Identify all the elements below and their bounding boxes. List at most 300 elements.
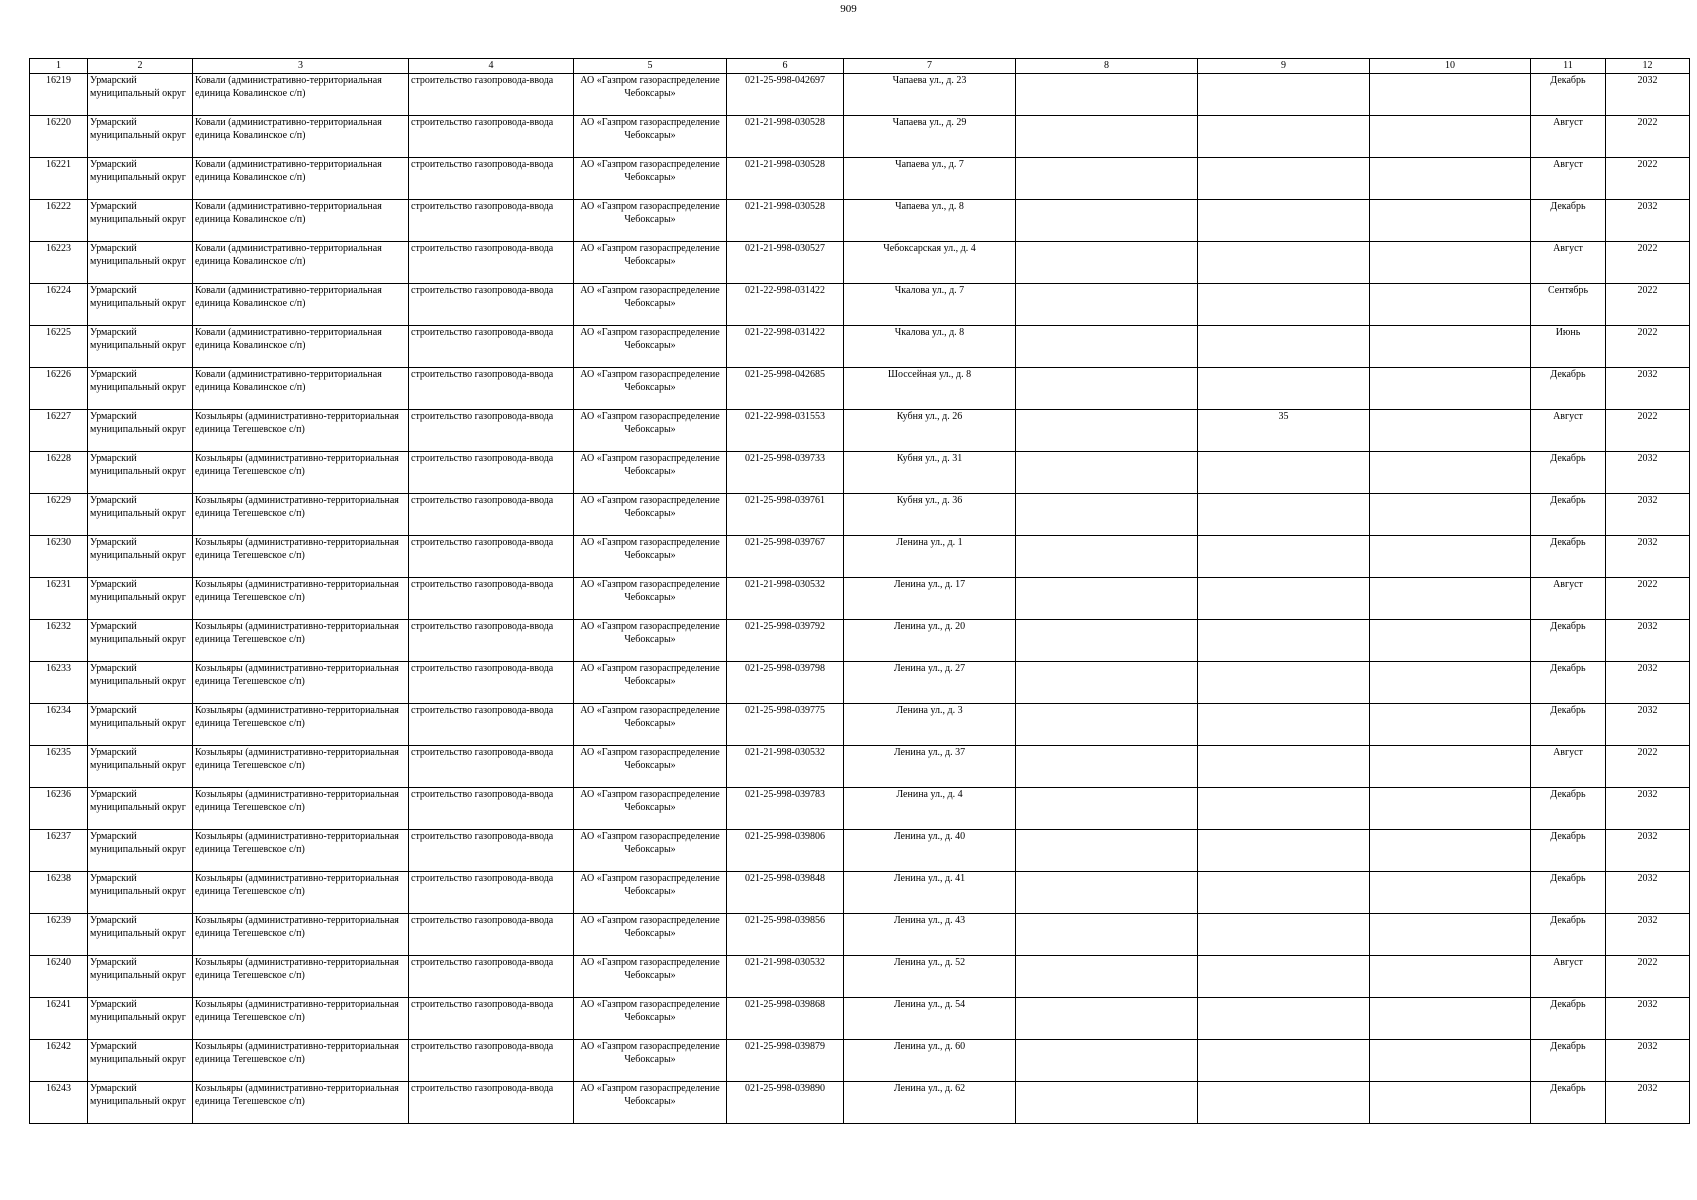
column-8-cell xyxy=(1016,872,1198,914)
column-8-cell xyxy=(1016,326,1198,368)
column-9-cell xyxy=(1198,830,1370,872)
table-row xyxy=(30,116,1690,158)
row-number-cell xyxy=(30,494,88,536)
column-9-cell xyxy=(1198,368,1370,410)
address-cell-text: Чапаева ул., д. 29 xyxy=(892,117,967,128)
district-cell-text: Урмарский муниципальный округ xyxy=(90,873,186,897)
year-cell-text: 2032 xyxy=(1637,369,1658,380)
registry-code-cell xyxy=(727,74,844,116)
column-9-cell xyxy=(1198,620,1370,662)
month-cell-text: Август xyxy=(1553,243,1583,254)
month-cell xyxy=(1531,494,1606,536)
organization-cell-text: АО «Газпром газораспределение Чебоксары» xyxy=(580,537,720,561)
column-8-cell xyxy=(1016,788,1198,830)
organization-cell-text: АО «Газпром газораспределение Чебоксары» xyxy=(580,285,720,309)
registry-code-cell-text: 021-25-998-039767 xyxy=(745,537,825,548)
month-cell xyxy=(1531,998,1606,1040)
column-header: 7 xyxy=(844,59,1016,74)
month-cell-text: Декабрь xyxy=(1550,201,1586,212)
address-cell-text: Ленина ул., д. 37 xyxy=(893,747,966,758)
settlement-cell xyxy=(193,662,409,704)
settlement-cell-text: Козыльяры (административно-территориальная единица Тегешевское с/п) xyxy=(195,1041,399,1065)
column-9-cell xyxy=(1198,746,1370,788)
year-cell-text: 2032 xyxy=(1637,873,1658,884)
table-row xyxy=(30,158,1690,200)
column-10-cell-text xyxy=(1372,830,1528,871)
settlement-cell xyxy=(193,200,409,242)
settlement-cell xyxy=(193,872,409,914)
month-cell-text: Декабрь xyxy=(1550,369,1586,380)
registry-code-cell xyxy=(727,662,844,704)
row-number-cell xyxy=(30,284,88,326)
column-8-cell xyxy=(1016,998,1198,1040)
settlement-cell xyxy=(193,830,409,872)
column-10-cell-text xyxy=(1372,872,1528,913)
registry-code-cell-text: 021-21-998-030528 xyxy=(745,159,825,170)
row-number-cell-text: 16219 xyxy=(46,75,71,86)
year-cell xyxy=(1606,242,1690,284)
column-10-cell xyxy=(1370,704,1531,746)
month-cell-text: Декабрь xyxy=(1550,999,1586,1010)
settlement-cell xyxy=(193,536,409,578)
address-cell xyxy=(844,578,1016,620)
registry-code-cell-text: 021-25-998-042685 xyxy=(745,369,825,380)
column-9-cell-text: 35 xyxy=(1278,411,1289,422)
year-cell-text: 2032 xyxy=(1637,831,1658,842)
row-number-cell xyxy=(30,410,88,452)
work-type-cell xyxy=(409,872,574,914)
organization-cell-text: АО «Газпром газораспределение Чебоксары» xyxy=(580,957,720,981)
column-9-cell-text xyxy=(1200,1082,1367,1123)
year-cell-text: 2022 xyxy=(1637,285,1658,296)
district-cell xyxy=(88,788,193,830)
row-number-cell xyxy=(30,746,88,788)
organization-cell-text: АО «Газпром газораспределение Чебоксары» xyxy=(580,915,720,939)
work-type-cell-text: строительство газопровода-ввода xyxy=(411,285,554,296)
year-cell xyxy=(1606,74,1690,116)
year-cell xyxy=(1606,662,1690,704)
column-8-cell-text xyxy=(1018,536,1195,577)
column-9-cell xyxy=(1198,116,1370,158)
organization-cell-text: АО «Газпром газораспределение Чебоксары» xyxy=(580,117,720,141)
address-cell-text: Чкалова ул., д. 7 xyxy=(894,285,965,296)
district-cell-text: Урмарский муниципальный округ xyxy=(90,117,186,141)
month-cell xyxy=(1531,788,1606,830)
column-10-cell-text xyxy=(1372,914,1528,955)
year-cell xyxy=(1606,746,1690,788)
year-cell-text: 2032 xyxy=(1637,663,1658,674)
registry-code-cell-text: 021-21-998-030528 xyxy=(745,117,825,128)
year-cell xyxy=(1606,620,1690,662)
address-cell xyxy=(844,746,1016,788)
column-9-cell-text xyxy=(1200,578,1367,619)
column-header: 8 xyxy=(1016,59,1198,74)
registry-code-cell xyxy=(727,116,844,158)
row-number-cell-text: 16226 xyxy=(46,369,71,380)
column-10-cell xyxy=(1370,746,1531,788)
column-8-cell xyxy=(1016,1040,1198,1082)
column-10-cell-text xyxy=(1372,326,1528,367)
column-9-cell-text xyxy=(1200,74,1367,115)
district-cell-text: Урмарский муниципальный округ xyxy=(90,831,186,855)
column-10-cell-text xyxy=(1372,494,1528,535)
work-type-cell-text: строительство газопровода-ввода xyxy=(411,663,554,674)
work-type-cell-text: строительство газопровода-ввода xyxy=(411,747,554,758)
registry-code-cell xyxy=(727,830,844,872)
work-type-cell xyxy=(409,704,574,746)
column-8-cell-text xyxy=(1018,1082,1195,1123)
address-cell-text: Ленина ул., д. 41 xyxy=(893,873,966,884)
column-10-cell-text xyxy=(1372,452,1528,493)
district-cell xyxy=(88,746,193,788)
settlement-cell xyxy=(193,998,409,1040)
district-cell-text: Урмарский муниципальный округ xyxy=(90,579,186,603)
registry-code-cell-text: 021-25-998-039733 xyxy=(745,453,825,464)
month-cell xyxy=(1531,746,1606,788)
month-cell-text: Декабрь xyxy=(1550,621,1586,632)
column-10-cell-text xyxy=(1372,116,1528,157)
organization-cell xyxy=(574,284,727,326)
work-type-cell xyxy=(409,1082,574,1124)
work-type-cell-text: строительство газопровода-ввода xyxy=(411,411,554,422)
address-cell-text: Кубня ул., д. 36 xyxy=(896,495,963,506)
column-8-cell xyxy=(1016,578,1198,620)
column-9-cell-text xyxy=(1200,662,1367,703)
registry-code-cell xyxy=(727,788,844,830)
year-cell-text: 2022 xyxy=(1637,243,1658,254)
organization-cell xyxy=(574,662,727,704)
settlement-cell xyxy=(193,1082,409,1124)
year-cell xyxy=(1606,578,1690,620)
column-8-cell-text xyxy=(1018,326,1195,367)
registry-code-cell xyxy=(727,704,844,746)
column-10-cell xyxy=(1370,284,1531,326)
column-8-cell xyxy=(1016,452,1198,494)
district-cell xyxy=(88,872,193,914)
work-type-cell-text: строительство газопровода-ввода xyxy=(411,957,554,968)
year-cell xyxy=(1606,494,1690,536)
table-row xyxy=(30,830,1690,872)
work-type-cell xyxy=(409,326,574,368)
work-type-cell-text: строительство газопровода-ввода xyxy=(411,999,554,1010)
row-number-cell-text: 16225 xyxy=(46,327,71,338)
settlement-cell-text: Козыльяры (административно-территориальная единица Тегешевское с/п) xyxy=(195,453,399,477)
address-cell xyxy=(844,536,1016,578)
registry-code-cell xyxy=(727,998,844,1040)
district-cell-text: Урмарский муниципальный округ xyxy=(90,243,186,267)
address-cell xyxy=(844,620,1016,662)
registry-code-cell xyxy=(727,242,844,284)
column-10-cell-text xyxy=(1372,158,1528,199)
row-number-cell xyxy=(30,998,88,1040)
address-cell-text: Ленина ул., д. 27 xyxy=(893,663,966,674)
month-cell-text: Декабрь xyxy=(1550,789,1586,800)
column-8-cell-text xyxy=(1018,284,1195,325)
year-cell-text: 2022 xyxy=(1637,159,1658,170)
column-8-cell-text xyxy=(1018,1040,1195,1081)
month-cell xyxy=(1531,956,1606,998)
registry-code-cell-text: 021-25-998-039783 xyxy=(745,789,825,800)
column-9-cell xyxy=(1198,914,1370,956)
settlement-cell xyxy=(193,410,409,452)
column-9-cell xyxy=(1198,326,1370,368)
registry-code-cell-text: 021-25-998-039792 xyxy=(745,621,825,632)
address-cell xyxy=(844,1082,1016,1124)
settlement-cell-text: Ковали (административно-территориальная единица Ковалинское с/п) xyxy=(195,243,382,267)
district-cell-text: Урмарский муниципальный округ xyxy=(90,915,186,939)
column-9-cell-text xyxy=(1200,284,1367,325)
column-10-cell xyxy=(1370,326,1531,368)
settlement-cell-text: Козыльяры (административно-территориальная единица Тегешевское с/п) xyxy=(195,789,399,813)
column-10-cell xyxy=(1370,158,1531,200)
column-header: 6 xyxy=(727,59,844,74)
column-header: 9 xyxy=(1198,59,1370,74)
year-cell-text: 2032 xyxy=(1637,495,1658,506)
row-number-cell-text: 16238 xyxy=(46,873,71,884)
address-cell-text: Чапаева ул., д. 7 xyxy=(895,159,964,170)
column-10-cell xyxy=(1370,620,1531,662)
district-cell xyxy=(88,830,193,872)
row-number-cell xyxy=(30,116,88,158)
column-10-cell xyxy=(1370,956,1531,998)
table-row xyxy=(30,494,1690,536)
organization-cell xyxy=(574,74,727,116)
address-cell xyxy=(844,326,1016,368)
column-10-cell-text xyxy=(1372,368,1528,409)
row-number-cell-text: 16222 xyxy=(46,201,71,212)
district-cell-text: Урмарский муниципальный округ xyxy=(90,327,186,351)
column-8-cell xyxy=(1016,914,1198,956)
column-8-cell-text xyxy=(1018,494,1195,535)
column-10-cell-text xyxy=(1372,242,1528,283)
month-cell xyxy=(1531,242,1606,284)
registry-code-cell-text: 021-25-998-039798 xyxy=(745,663,825,674)
work-type-cell-text: строительство газопровода-ввода xyxy=(411,1083,554,1094)
row-number-cell xyxy=(30,368,88,410)
column-10-cell xyxy=(1370,452,1531,494)
year-cell-text: 2032 xyxy=(1637,537,1658,548)
column-9-cell xyxy=(1198,1082,1370,1124)
organization-cell xyxy=(574,998,727,1040)
work-type-cell-text: строительство газопровода-ввода xyxy=(411,495,554,506)
registry-code-cell xyxy=(727,914,844,956)
year-cell xyxy=(1606,830,1690,872)
year-cell-text: 2022 xyxy=(1637,117,1658,128)
address-cell xyxy=(844,914,1016,956)
work-type-cell xyxy=(409,158,574,200)
address-cell-text: Ленина ул., д. 1 xyxy=(896,537,963,548)
column-9-cell-text xyxy=(1200,620,1367,661)
settlement-cell xyxy=(193,1040,409,1082)
address-cell xyxy=(844,998,1016,1040)
work-type-cell xyxy=(409,788,574,830)
settlement-cell xyxy=(193,914,409,956)
organization-cell xyxy=(574,830,727,872)
month-cell-text: Декабрь xyxy=(1550,915,1586,926)
district-cell-text: Урмарский муниципальный округ xyxy=(90,75,186,99)
row-number-cell xyxy=(30,956,88,998)
column-8-cell xyxy=(1016,662,1198,704)
column-8-cell-text xyxy=(1018,74,1195,115)
settlement-cell xyxy=(193,746,409,788)
year-cell xyxy=(1606,704,1690,746)
district-cell-text: Урмарский муниципальный округ xyxy=(90,411,186,435)
work-type-cell-text: строительство газопровода-ввода xyxy=(411,369,554,380)
row-number-cell-text: 16223 xyxy=(46,243,71,254)
organization-cell xyxy=(574,1040,727,1082)
work-type-cell-text: строительство газопровода-ввода xyxy=(411,201,554,212)
month-cell-text: Июнь xyxy=(1555,327,1581,338)
settlement-cell-text: Козыльяры (административно-территориальная единица Тегешевское с/п) xyxy=(195,747,399,771)
district-cell xyxy=(88,494,193,536)
organization-cell xyxy=(574,872,727,914)
settlement-cell-text: Ковали (административно-территориальная единица Ковалинское с/п) xyxy=(195,159,382,183)
district-cell-text: Урмарский муниципальный округ xyxy=(90,747,186,771)
table-row xyxy=(30,1040,1690,1082)
column-9-cell-text xyxy=(1200,200,1367,241)
organization-cell-text: АО «Газпром газораспределение Чебоксары» xyxy=(580,663,720,687)
year-cell xyxy=(1606,914,1690,956)
row-number-cell-text: 16220 xyxy=(46,117,71,128)
year-cell-text: 2022 xyxy=(1637,957,1658,968)
row-number-cell-text: 16224 xyxy=(46,285,71,296)
address-cell-text: Ленина ул., д. 52 xyxy=(893,957,966,968)
year-cell xyxy=(1606,998,1690,1040)
row-number-cell xyxy=(30,914,88,956)
column-9-cell xyxy=(1198,200,1370,242)
registry-code-cell xyxy=(727,1040,844,1082)
month-cell xyxy=(1531,410,1606,452)
month-cell xyxy=(1531,578,1606,620)
organization-cell-text: АО «Газпром газораспределение Чебоксары» xyxy=(580,789,720,813)
page-number: 909 xyxy=(840,3,857,15)
row-number-cell-text: 16236 xyxy=(46,789,71,800)
column-8-cell xyxy=(1016,74,1198,116)
month-cell xyxy=(1531,620,1606,662)
month-cell-text: Декабрь xyxy=(1550,75,1586,86)
year-cell xyxy=(1606,284,1690,326)
column-8-cell-text xyxy=(1018,956,1195,997)
year-cell xyxy=(1606,536,1690,578)
month-cell-text: Август xyxy=(1553,159,1583,170)
table-row xyxy=(30,620,1690,662)
settlement-cell-text: Козыльяры (административно-территориальная единица Тегешевское с/п) xyxy=(195,663,399,687)
organization-cell xyxy=(574,620,727,662)
district-cell xyxy=(88,578,193,620)
address-cell xyxy=(844,74,1016,116)
column-header: 3 xyxy=(193,59,409,74)
column-10-cell-text xyxy=(1372,1040,1528,1081)
address-cell xyxy=(844,158,1016,200)
column-9-cell xyxy=(1198,956,1370,998)
organization-cell-text: АО «Газпром газораспределение Чебоксары» xyxy=(580,75,720,99)
address-cell xyxy=(844,704,1016,746)
work-type-cell-text: строительство газопровода-ввода xyxy=(411,705,554,716)
work-type-cell xyxy=(409,578,574,620)
table-row xyxy=(30,1082,1690,1124)
row-number-cell-text: 16243 xyxy=(46,1083,71,1094)
column-9-cell xyxy=(1198,788,1370,830)
work-type-cell-text: строительство газопровода-ввода xyxy=(411,453,554,464)
row-number-cell-text: 16237 xyxy=(46,831,71,842)
year-cell-text: 2032 xyxy=(1637,621,1658,632)
district-cell-text: Урмарский муниципальный округ xyxy=(90,369,186,393)
address-cell-text: Чебоксарская ул., д. 4 xyxy=(883,243,976,254)
work-type-cell-text: строительство газопровода-ввода xyxy=(411,621,554,632)
column-9-cell-text xyxy=(1200,452,1367,493)
district-cell xyxy=(88,74,193,116)
organization-cell-text: АО «Газпром газораспределение Чебоксары» xyxy=(580,411,720,435)
table-row xyxy=(30,578,1690,620)
row-number-cell-text: 16233 xyxy=(46,663,71,674)
table-row xyxy=(30,368,1690,410)
district-cell xyxy=(88,158,193,200)
registry-code-cell-text: 021-25-998-039868 xyxy=(745,999,825,1010)
work-type-cell xyxy=(409,284,574,326)
registry-code-cell xyxy=(727,620,844,662)
column-10-cell-text xyxy=(1372,410,1528,451)
year-cell-text: 2032 xyxy=(1637,1083,1658,1094)
settlement-cell-text: Ковали (административно-территориальная единица Ковалинское с/п) xyxy=(195,285,382,309)
address-cell-text: Чапаева ул., д. 8 xyxy=(895,201,964,212)
column-8-cell xyxy=(1016,704,1198,746)
month-cell-text: Август xyxy=(1553,117,1583,128)
address-cell xyxy=(844,494,1016,536)
district-cell xyxy=(88,1040,193,1082)
column-9-cell xyxy=(1198,410,1370,452)
column-10-cell xyxy=(1370,494,1531,536)
month-cell-text: Август xyxy=(1553,579,1583,590)
column-8-cell-text xyxy=(1018,242,1195,283)
row-number-cell-text: 16227 xyxy=(46,411,71,422)
address-cell xyxy=(844,1040,1016,1082)
column-8-cell-text xyxy=(1018,620,1195,661)
row-number-cell-text: 16234 xyxy=(46,705,71,716)
organization-cell-text: АО «Газпром газораспределение Чебоксары» xyxy=(580,1041,720,1065)
month-cell xyxy=(1531,872,1606,914)
address-cell xyxy=(844,410,1016,452)
registry-code-cell xyxy=(727,410,844,452)
registry-code-cell-text: 021-25-998-042697 xyxy=(745,75,825,86)
settlement-cell xyxy=(193,788,409,830)
column-10-cell xyxy=(1370,998,1531,1040)
organization-cell-text: АО «Газпром газораспределение Чебоксары» xyxy=(580,201,720,225)
month-cell xyxy=(1531,326,1606,368)
row-number-cell-text: 16230 xyxy=(46,537,71,548)
column-9-cell xyxy=(1198,536,1370,578)
column-9-cell-text xyxy=(1200,326,1367,367)
column-8-cell-text xyxy=(1018,116,1195,157)
address-cell-text: Чапаева ул., д. 23 xyxy=(892,75,967,86)
year-cell-text: 2032 xyxy=(1637,999,1658,1010)
row-number-cell xyxy=(30,830,88,872)
registry-code-cell xyxy=(727,746,844,788)
settlement-cell xyxy=(193,284,409,326)
column-9-cell-text xyxy=(1200,494,1367,535)
month-cell-text: Декабрь xyxy=(1550,1041,1586,1052)
column-8-cell-text xyxy=(1018,788,1195,829)
registry-code-cell-text: 021-21-998-030532 xyxy=(745,579,825,590)
column-8-cell-text xyxy=(1018,830,1195,871)
settlement-cell xyxy=(193,620,409,662)
organization-cell xyxy=(574,242,727,284)
table-row xyxy=(30,956,1690,998)
district-cell-text: Урмарский муниципальный округ xyxy=(90,537,186,561)
organization-cell xyxy=(574,746,727,788)
year-cell-text: 2022 xyxy=(1637,411,1658,422)
column-9-cell xyxy=(1198,872,1370,914)
month-cell xyxy=(1531,116,1606,158)
